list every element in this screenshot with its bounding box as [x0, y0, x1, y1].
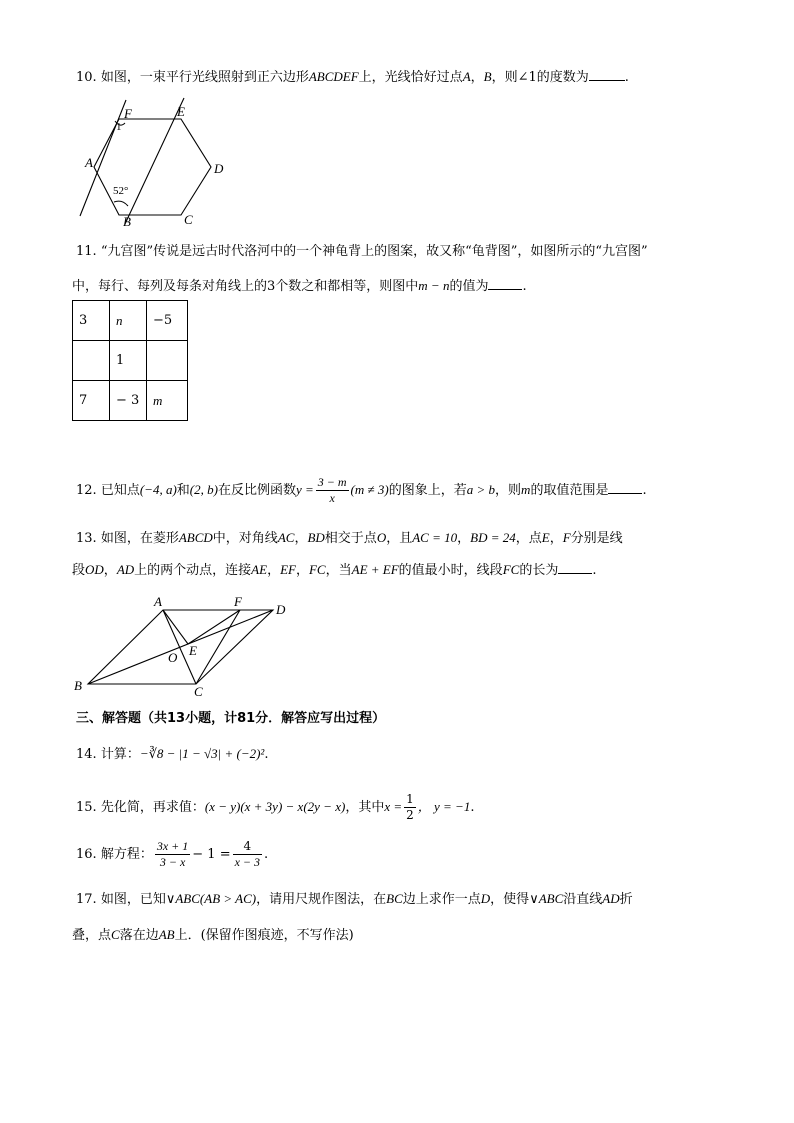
q11-line1: 11. “九宫图”传说是远古时代洛河中的一个神龟背上的图案，故又称“龟背图”，如图所示的“九宫图” [76, 244, 648, 259]
section-heading: 三、解答题（共13小题，计81分．解答应写出过程） [76, 711, 386, 726]
label-B: B [74, 678, 82, 693]
label-E: E [177, 104, 185, 119]
grid-cell: 1 [110, 341, 147, 381]
answer-blank [488, 275, 522, 290]
q12-text: 12. 已知点(−4, a)和(2, b)在反比例函数y = $\frac{3 - m}{x}$ (m ≠ 3)的图象上，若a > b，则m的取值范围是 . [76, 475, 647, 505]
label-A: A [85, 155, 93, 170]
q13-line1: 13. 如图，在菱形ABCD中，对角线AC，BD相交于点O，且AC = 10，BD = 24，点E，F分别是线 [76, 530, 623, 546]
grid-row [73, 381, 188, 421]
label-angle-1: 1 [116, 121, 122, 133]
grid-cell: − 3 [110, 381, 147, 421]
fraction: $\frac{3x + 1}{3 - x}$ [156, 839, 189, 869]
grid-cell: n [110, 301, 147, 341]
label-A: A [154, 594, 162, 609]
segment-FC [196, 610, 240, 684]
q10-text: 10. 如图，一束平行光线照射到正六边形ABCDEF上，光线恰好过点A，B，则∠1的度数为 . [76, 66, 629, 87]
answer-blank [558, 559, 592, 574]
rhombus-figure [68, 592, 298, 702]
light-ray-2 [125, 98, 184, 224]
answer-blank [589, 66, 625, 81]
label-B: B [123, 214, 131, 226]
nine-grid-table [72, 300, 188, 421]
label-E: E [189, 643, 197, 658]
segment-EF [188, 610, 240, 644]
q15-text: 15. 先化简，再求值：(x − y)(x + 3y) − x(2y − x)，其中x = $\frac{1}{2}$ ， y = −1. [76, 792, 475, 822]
grid-cell [73, 341, 110, 381]
grid-row [73, 301, 188, 341]
q17-line2: 叠，点C落在边AB上．(保留作图痕迹，不写作法) [72, 927, 354, 943]
label-F: F [124, 106, 132, 121]
label-D: D [276, 602, 286, 617]
grid-cell [147, 341, 188, 381]
label-D: D [214, 161, 224, 176]
grid-cell: 7 [73, 381, 110, 421]
grid-cell: 3 [73, 301, 110, 341]
q16-text: 16. 解方程： $\frac{3x + 1}{3 - x}$ − 1 = $\frac{4}{x - 3}$ . [76, 839, 269, 869]
label-O: O [168, 650, 178, 665]
label-C: C [184, 212, 193, 226]
hexagon-shape [94, 119, 211, 215]
fraction: $\frac{1}{2}$ [406, 792, 414, 822]
q11-line2: 中，每行、每列及每条对角线上的3个数之和都相等，则图中m − n的值为 . [72, 275, 527, 296]
q13-line2: 段OD，AD上的两个动点，连接AE，EF，FC，当AE + EF的值最小时，线段FC的长为 . [72, 559, 596, 580]
label-F: F [234, 594, 242, 609]
diagonal-BD [88, 610, 273, 684]
grid-cell: −5 [147, 301, 188, 341]
fraction: $\frac{4}{x - 3}$ [234, 839, 261, 869]
label-C: C [194, 684, 203, 699]
q14-text: 14. 计算：−∛8 − |1 − √3| + (−2)². [76, 746, 269, 762]
answer-blank [608, 479, 642, 494]
q17-line1: 17. 如图，已知∨ABC(AB > AC)，请用尺规作图法，在BC边上求作一点D，使得∨ABC沿直线AD折 [76, 891, 633, 907]
fraction: $\frac{3 - m}{x}$ [317, 475, 347, 505]
label-52: 52° [113, 185, 129, 197]
grid-cell: m [147, 381, 188, 421]
angle-52-arc [114, 201, 128, 206]
grid-row [73, 341, 188, 381]
hexagon-figure [70, 96, 230, 226]
